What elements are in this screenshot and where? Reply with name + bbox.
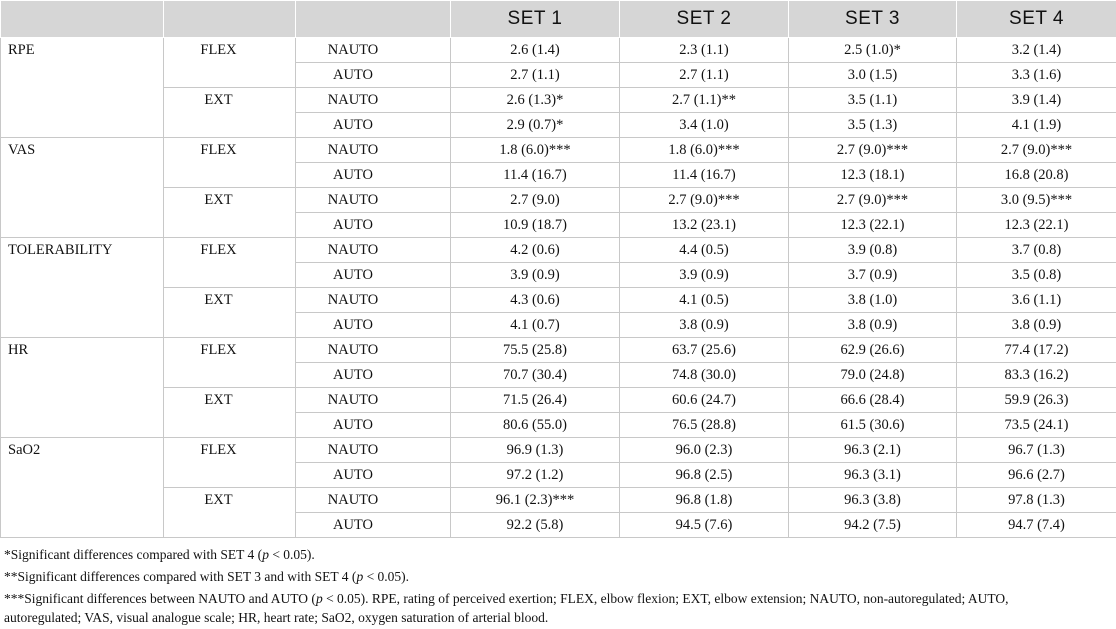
movement-cell: EXT (164, 188, 296, 238)
value-cell-set-2: 96.8 (2.5) (620, 463, 789, 488)
table-row (1, 388, 1116, 413)
value-cell-set-3: 66.6 (28.4) (789, 388, 957, 413)
header-set-1: SET 1 (451, 1, 620, 38)
movement-cell: FLEX (164, 138, 296, 188)
value-cell-set-2: 74.8 (30.0) (620, 363, 789, 388)
value-cell-set-4: 97.8 (1.3) (957, 488, 1116, 513)
value-cell-set-4: 83.3 (16.2) (957, 363, 1116, 388)
header-movement (164, 1, 296, 38)
footnote-1 (4, 544, 315, 566)
group-cell: NAUTO (296, 488, 451, 513)
table-row (1, 288, 1116, 313)
value-cell-set-3: 12.3 (18.1) (789, 163, 957, 188)
value-cell-set-4: 3.7 (0.8) (957, 238, 1116, 263)
value-cell-set-1: 1.8 (6.0)*** (451, 138, 620, 163)
footnote-4: autoregulated; VAS, visual analogue scale; HR, heart rate; SaO2, oxygen saturation of arterial blood. (4, 607, 548, 629)
value-cell-set-1: 2.9 (0.7)* (451, 113, 620, 138)
table-row (1, 88, 1116, 113)
movement-cell: FLEX (164, 438, 296, 488)
value-cell-set-3: 94.2 (7.5) (789, 513, 957, 538)
value-cell-set-1: 2.7 (1.1) (451, 63, 620, 88)
group-cell: NAUTO (296, 88, 451, 113)
value-cell-set-4: 94.7 (7.4) (957, 513, 1116, 538)
value-cell-set-2: 4.4 (0.5) (620, 238, 789, 263)
value-cell-set-4: 96.6 (2.7) (957, 463, 1116, 488)
value-cell-set-3: 96.3 (3.1) (789, 463, 957, 488)
value-cell-set-1: 97.2 (1.2) (451, 463, 620, 488)
value-cell-set-4: 96.7 (1.3) (957, 438, 1116, 463)
header-set-3: SET 3 (789, 1, 957, 38)
table-row (1, 138, 1116, 163)
table-row (1, 438, 1116, 463)
header-variable (1, 1, 164, 38)
value-cell-set-2: 3.9 (0.9) (620, 263, 789, 288)
value-cell-set-2: 4.1 (0.5) (620, 288, 789, 313)
header-group (296, 1, 451, 38)
value-cell-set-2: 2.3 (1.1) (620, 38, 789, 63)
group-cell: AUTO (296, 313, 451, 338)
value-cell-set-2: 3.8 (0.9) (620, 313, 789, 338)
value-cell-set-1: 70.7 (30.4) (451, 363, 620, 388)
value-cell-set-3: 2.7 (9.0)*** (789, 188, 957, 213)
value-cell-set-2: 94.5 (7.6) (620, 513, 789, 538)
table-row (1, 38, 1116, 63)
value-cell-set-1: 75.5 (25.8) (451, 338, 620, 363)
group-cell: NAUTO (296, 188, 451, 213)
variable-cell: RPE (1, 38, 164, 138)
value-cell-set-1: 10.9 (18.7) (451, 213, 620, 238)
table-row (1, 188, 1116, 213)
value-cell-set-3: 3.9 (0.8) (789, 238, 957, 263)
value-cell-set-2: 76.5 (28.8) (620, 413, 789, 438)
value-cell-set-2: 13.2 (23.1) (620, 213, 789, 238)
group-cell: AUTO (296, 513, 451, 538)
value-cell-set-4: 77.4 (17.2) (957, 338, 1116, 363)
value-cell-set-3: 3.8 (0.9) (789, 313, 957, 338)
header-row (1, 1, 1116, 38)
group-cell: NAUTO (296, 138, 451, 163)
movement-cell: FLEX (164, 238, 296, 288)
movement-cell: FLEX (164, 338, 296, 388)
variable-cell: VAS (1, 138, 164, 238)
value-cell-set-4: 4.1 (1.9) (957, 113, 1116, 138)
group-cell: AUTO (296, 363, 451, 388)
value-cell-set-4: 3.6 (1.1) (957, 288, 1116, 313)
footnote-2-tail: < 0.05). (363, 569, 409, 584)
value-cell-set-3: 3.8 (1.0) (789, 288, 957, 313)
value-cell-set-4: 3.0 (9.5)*** (957, 188, 1116, 213)
group-cell: AUTO (296, 163, 451, 188)
group-cell: AUTO (296, 213, 451, 238)
footnote-2 (4, 566, 409, 588)
movement-cell: EXT (164, 388, 296, 438)
header-set-4: SET 4 (957, 1, 1116, 38)
value-cell-set-1: 2.6 (1.3)* (451, 88, 620, 113)
footnote-3-p: p (316, 591, 323, 606)
group-cell: NAUTO (296, 388, 451, 413)
footnote-1-tail: < 0.05). (269, 547, 315, 562)
value-cell-set-2: 2.7 (9.0)*** (620, 188, 789, 213)
value-cell-set-4: 3.2 (1.4) (957, 38, 1116, 63)
value-cell-set-2: 2.7 (1.1)** (620, 88, 789, 113)
value-cell-set-4: 16.8 (20.8) (957, 163, 1116, 188)
value-cell-set-4: 59.9 (26.3) (957, 388, 1116, 413)
table-row (1, 338, 1116, 363)
table-body (1, 38, 1116, 538)
value-cell-set-4: 12.3 (22.1) (957, 213, 1116, 238)
value-cell-set-2: 11.4 (16.7) (620, 163, 789, 188)
footnote-1-text: *Significant differences compared with SET 4 ( (4, 547, 262, 562)
group-cell: NAUTO (296, 438, 451, 463)
movement-cell: EXT (164, 488, 296, 538)
group-cell: AUTO (296, 113, 451, 138)
value-cell-set-2: 60.6 (24.7) (620, 388, 789, 413)
value-cell-set-3: 3.5 (1.1) (789, 88, 957, 113)
value-cell-set-4: 3.8 (0.9) (957, 313, 1116, 338)
group-cell: AUTO (296, 463, 451, 488)
value-cell-set-3: 62.9 (26.6) (789, 338, 957, 363)
footnote-2-p: p (356, 569, 363, 584)
value-cell-set-4: 3.5 (0.8) (957, 263, 1116, 288)
value-cell-set-1: 2.6 (1.4) (451, 38, 620, 63)
variable-cell: HR (1, 338, 164, 438)
value-cell-set-1: 4.3 (0.6) (451, 288, 620, 313)
value-cell-set-1: 2.7 (9.0) (451, 188, 620, 213)
movement-cell: EXT (164, 88, 296, 138)
movement-cell: FLEX (164, 38, 296, 88)
value-cell-set-1: 71.5 (26.4) (451, 388, 620, 413)
group-cell: AUTO (296, 263, 451, 288)
value-cell-set-1: 96.1 (2.3)*** (451, 488, 620, 513)
value-cell-set-3: 3.7 (0.9) (789, 263, 957, 288)
value-cell-set-3: 3.0 (1.5) (789, 63, 957, 88)
group-cell: NAUTO (296, 38, 451, 63)
value-cell-set-4: 73.5 (24.1) (957, 413, 1116, 438)
value-cell-set-4: 2.7 (9.0)*** (957, 138, 1116, 163)
value-cell-set-1: 4.1 (0.7) (451, 313, 620, 338)
value-cell-set-1: 96.9 (1.3) (451, 438, 620, 463)
value-cell-set-2: 3.4 (1.0) (620, 113, 789, 138)
group-cell: NAUTO (296, 338, 451, 363)
footnote-3-tail: < 0.05). RPE, rating of perceived exertion; FLEX, elbow flexion; EXT, elbow extension; NAUTO, non-autoregulated; AUTO, (323, 591, 1009, 606)
value-cell-set-2: 96.0 (2.3) (620, 438, 789, 463)
value-cell-set-2: 96.8 (1.8) (620, 488, 789, 513)
table-row (1, 238, 1116, 263)
header-set-2: SET 2 (620, 1, 789, 38)
value-cell-set-3: 12.3 (22.1) (789, 213, 957, 238)
value-cell-set-1: 92.2 (5.8) (451, 513, 620, 538)
group-cell: AUTO (296, 413, 451, 438)
footnote-2-text: **Significant differences compared with SET 3 and with SET 4 ( (4, 569, 356, 584)
footnote-1-p: p (262, 547, 269, 562)
value-cell-set-4: 3.3 (1.6) (957, 63, 1116, 88)
value-cell-set-3: 2.7 (9.0)*** (789, 138, 957, 163)
value-cell-set-3: 2.5 (1.0)* (789, 38, 957, 63)
value-cell-set-3: 79.0 (24.8) (789, 363, 957, 388)
value-cell-set-1: 4.2 (0.6) (451, 238, 620, 263)
value-cell-set-2: 1.8 (6.0)*** (620, 138, 789, 163)
footnote-3-text: ***Significant differences between NAUTO and AUTO ( (4, 591, 316, 606)
group-cell: AUTO (296, 63, 451, 88)
value-cell-set-3: 61.5 (30.6) (789, 413, 957, 438)
value-cell-set-3: 96.3 (2.1) (789, 438, 957, 463)
table-row (1, 488, 1116, 513)
group-cell: NAUTO (296, 238, 451, 263)
value-cell-set-2: 63.7 (25.6) (620, 338, 789, 363)
value-cell-set-1: 11.4 (16.7) (451, 163, 620, 188)
variable-cell: SaO2 (1, 438, 164, 538)
movement-cell: EXT (164, 288, 296, 338)
value-cell-set-3: 3.5 (1.3) (789, 113, 957, 138)
variable-cell: TOLERABILITY (1, 238, 164, 338)
value-cell-set-4: 3.9 (1.4) (957, 88, 1116, 113)
value-cell-set-3: 96.3 (3.8) (789, 488, 957, 513)
group-cell: NAUTO (296, 288, 451, 313)
value-cell-set-2: 2.7 (1.1) (620, 63, 789, 88)
value-cell-set-1: 80.6 (55.0) (451, 413, 620, 438)
value-cell-set-1: 3.9 (0.9) (451, 263, 620, 288)
